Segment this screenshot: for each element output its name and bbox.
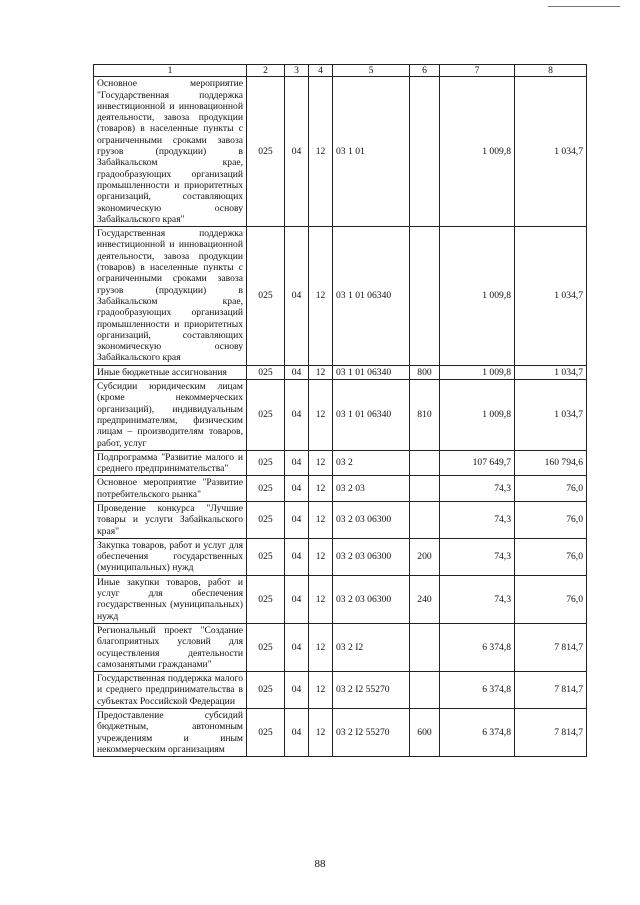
target-article-cell: 03 2 03 06300 <box>333 538 410 575</box>
target-article-cell: 03 1 01 06340 <box>333 380 410 451</box>
ministry-code-cell: 025 <box>247 227 285 366</box>
table-row <box>94 575 587 623</box>
ministry-code-cell: 025 <box>247 365 285 379</box>
amount-year2-cell: 1 034,7 <box>515 77 587 227</box>
target-article-cell: 03 1 01 <box>333 77 410 227</box>
subsection-code-cell: 12 <box>309 380 333 451</box>
row-name-cell: Государственная поддержка малого и среднего предпринимательства в субъектах Российской Федерации <box>94 672 247 709</box>
row-name-cell: Подпрограмма "Развитие малого и среднего предпринимательства" <box>94 450 247 476</box>
section-code-cell: 04 <box>285 623 309 671</box>
row-name-cell: Субсидии юридическим лицам (кроме некоммерческих организаций), индивидуальным предпринимателям, физическим лицам – производителям товаров, работ, услуг <box>94 380 247 451</box>
column-header: 8 <box>515 65 587 77</box>
subsection-code-cell: 12 <box>309 501 333 538</box>
amount-year2-cell: 7 814,7 <box>515 623 587 671</box>
section-code-cell: 04 <box>285 450 309 476</box>
table-row <box>94 365 587 379</box>
amount-year1-cell: 6 374,8 <box>440 672 515 709</box>
ministry-code-cell: 025 <box>247 476 285 502</box>
target-article-cell: 03 1 01 06340 <box>333 365 410 379</box>
subsection-code-cell: 12 <box>309 709 333 757</box>
amount-year2-cell: 1 034,7 <box>515 380 587 451</box>
section-code-cell: 04 <box>285 365 309 379</box>
amount-year1-cell: 1 009,8 <box>440 227 515 366</box>
column-header: 3 <box>285 65 309 77</box>
table-row <box>94 476 587 502</box>
target-article-cell: 03 2 03 <box>333 476 410 502</box>
row-name-cell: Региональный проект "Создание благоприятных условий для осуществления деятельности самозанятыми гражданами" <box>94 623 247 671</box>
amount-year1-cell: 74,3 <box>440 476 515 502</box>
table-row <box>94 623 587 671</box>
target-article-cell: 03 1 01 06340 <box>333 227 410 366</box>
subsection-code-cell: 12 <box>309 227 333 366</box>
table-row <box>94 709 587 757</box>
amount-year1-cell: 74,3 <box>440 538 515 575</box>
ministry-code-cell: 025 <box>247 709 285 757</box>
amount-year1-cell: 74,3 <box>440 575 515 623</box>
ministry-code-cell: 025 <box>247 575 285 623</box>
subsection-code-cell: 12 <box>309 538 333 575</box>
ministry-code-cell: 025 <box>247 672 285 709</box>
table-row <box>94 538 587 575</box>
row-name-cell: Государственная поддержка инвестиционной и инновационной деятельности, завоза продукции (товаров) в населенные пункты с ограниченными сроками завоза грузов (продукции) в Забайкальском крае, градообразующих организаций промышленности и приоритетных организаций, составляющих экономическую основу Забайкальского края <box>94 227 247 366</box>
expense-type-cell <box>410 77 440 227</box>
section-code-cell: 04 <box>285 575 309 623</box>
column-header: 1 <box>94 65 247 77</box>
amount-year1-cell: 6 374,8 <box>440 709 515 757</box>
subsection-code-cell: 12 <box>309 672 333 709</box>
target-article-cell: 03 2 <box>333 450 410 476</box>
amount-year1-cell: 1 009,8 <box>440 380 515 451</box>
section-code-cell: 04 <box>285 476 309 502</box>
amount-year1-cell: 1 009,8 <box>440 77 515 227</box>
ministry-code-cell: 025 <box>247 501 285 538</box>
amount-year2-cell: 1 034,7 <box>515 227 587 366</box>
ministry-code-cell: 025 <box>247 623 285 671</box>
expense-type-cell: 810 <box>410 380 440 451</box>
expense-type-cell: 600 <box>410 709 440 757</box>
header-rule <box>548 6 620 7</box>
section-code-cell: 04 <box>285 538 309 575</box>
amount-year1-cell: 107 649,7 <box>440 450 515 476</box>
row-name-cell: Иные закупки товаров, работ и услуг для обеспечения государственных (муниципальных) нужд <box>94 575 247 623</box>
section-code-cell: 04 <box>285 380 309 451</box>
subsection-code-cell: 12 <box>309 77 333 227</box>
expense-type-cell <box>410 623 440 671</box>
amount-year2-cell: 76,0 <box>515 538 587 575</box>
table-header-row <box>94 65 587 77</box>
target-article-cell: 03 2 I2 <box>333 623 410 671</box>
ministry-code-cell: 025 <box>247 77 285 227</box>
amount-year2-cell: 76,0 <box>515 501 587 538</box>
budget-table <box>93 64 587 757</box>
subsection-code-cell: 12 <box>309 365 333 379</box>
row-name-cell: Иные бюджетные ассигнования <box>94 365 247 379</box>
expense-type-cell: 200 <box>410 538 440 575</box>
ministry-code-cell: 025 <box>247 538 285 575</box>
amount-year1-cell: 1 009,8 <box>440 365 515 379</box>
amount-year2-cell: 160 794,6 <box>515 450 587 476</box>
table-row <box>94 672 587 709</box>
column-header: 2 <box>247 65 285 77</box>
ministry-code-cell: 025 <box>247 450 285 476</box>
target-article-cell: 03 2 I2 55270 <box>333 709 410 757</box>
expense-type-cell <box>410 672 440 709</box>
section-code-cell: 04 <box>285 672 309 709</box>
column-header: 4 <box>309 65 333 77</box>
expense-type-cell: 240 <box>410 575 440 623</box>
expense-type-cell <box>410 476 440 502</box>
subsection-code-cell: 12 <box>309 575 333 623</box>
column-header: 7 <box>440 65 515 77</box>
subsection-code-cell: 12 <box>309 476 333 502</box>
subsection-code-cell: 12 <box>309 450 333 476</box>
ministry-code-cell: 025 <box>247 380 285 451</box>
table-row <box>94 227 587 366</box>
row-name-cell: Основное мероприятие "Развитие потребительского рынка" <box>94 476 247 502</box>
section-code-cell: 04 <box>285 709 309 757</box>
target-article-cell: 03 2 03 06300 <box>333 575 410 623</box>
expense-type-cell <box>410 501 440 538</box>
table-row <box>94 450 587 476</box>
table-row <box>94 380 587 451</box>
amount-year2-cell: 76,0 <box>515 575 587 623</box>
row-name-cell: Основное мероприятие "Государственная поддержка инвестиционной и инновационной деятельности, завоза продукции (товаров) в населенные пункты с ограниченными сроками завоза грузов (продукции) в Забайкальском крае, градообразующих организаций промышленности и приоритетных организаций, составляющих экономическую основу Забайкальского края" <box>94 77 247 227</box>
expense-type-cell <box>410 450 440 476</box>
amount-year2-cell: 7 814,7 <box>515 709 587 757</box>
row-name-cell: Закупка товаров, работ и услуг для обеспечения государственных (муниципальных) нужд <box>94 538 247 575</box>
target-article-cell: 03 2 03 06300 <box>333 501 410 538</box>
page-number: 88 <box>314 858 326 870</box>
column-header: 5 <box>333 65 410 77</box>
row-name-cell: Проведение конкурса "Лучшие товары и услуги Забайкальского края" <box>94 501 247 538</box>
amount-year1-cell: 74,3 <box>440 501 515 538</box>
amount-year1-cell: 6 374,8 <box>440 623 515 671</box>
amount-year2-cell: 7 814,7 <box>515 672 587 709</box>
amount-year2-cell: 76,0 <box>515 476 587 502</box>
section-code-cell: 04 <box>285 501 309 538</box>
target-article-cell: 03 2 I2 55270 <box>333 672 410 709</box>
table-row <box>94 501 587 538</box>
expense-type-cell <box>410 227 440 366</box>
expense-type-cell: 800 <box>410 365 440 379</box>
column-header: 6 <box>410 65 440 77</box>
section-code-cell: 04 <box>285 77 309 227</box>
section-code-cell: 04 <box>285 227 309 366</box>
row-name-cell: Предоставление субсидий бюджетным, автономным учреждениям и иным некоммерческим организациям <box>94 709 247 757</box>
subsection-code-cell: 12 <box>309 623 333 671</box>
amount-year2-cell: 1 034,7 <box>515 365 587 379</box>
table-row <box>94 77 587 227</box>
